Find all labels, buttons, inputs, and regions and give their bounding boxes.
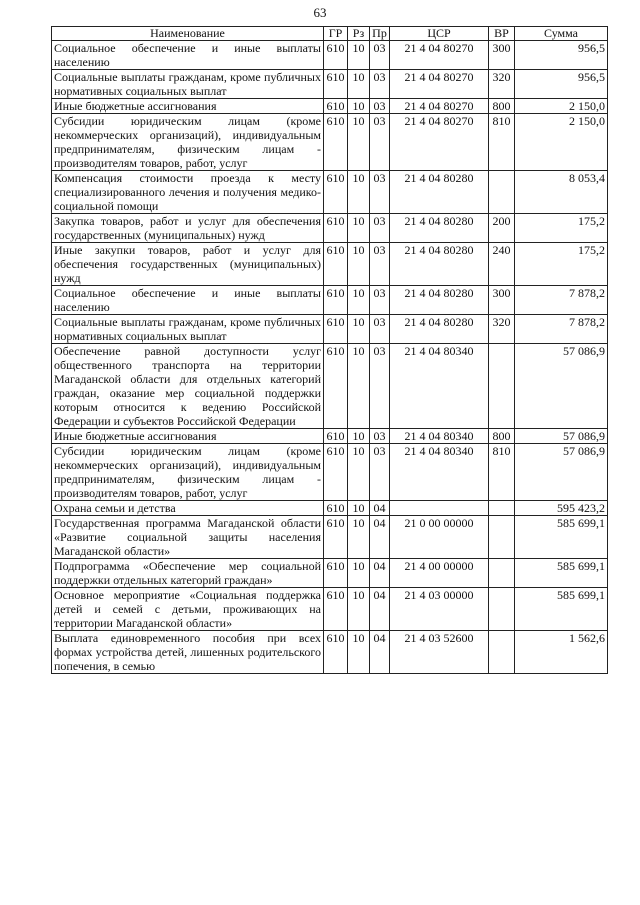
cell-pr: 03	[370, 41, 390, 70]
cell-pr: 03	[370, 286, 390, 315]
cell-name: Иные бюджетные ассигнования	[52, 429, 324, 444]
cell-name: Основное мероприятие «Социальная поддержка детей и семей с детьми, проживающих на территории Магаданской области»	[52, 588, 324, 631]
cell-vr: 200	[489, 214, 515, 243]
cell-csr: 21 4 04 80280	[390, 286, 489, 315]
cell-rz: 10	[348, 171, 370, 214]
cell-gr: 610	[324, 559, 348, 588]
cell-csr: 21 0 00 00000	[390, 516, 489, 559]
cell-rz: 10	[348, 444, 370, 501]
cell-gr: 610	[324, 41, 348, 70]
cell-vr: 810	[489, 114, 515, 171]
cell-rz: 10	[348, 243, 370, 286]
cell-vr: 810	[489, 444, 515, 501]
cell-vr: 300	[489, 286, 515, 315]
cell-gr: 610	[324, 214, 348, 243]
cell-csr: 21 4 04 80270	[390, 70, 489, 99]
cell-pr: 04	[370, 559, 390, 588]
cell-rz: 10	[348, 588, 370, 631]
cell-name: Субсидии юридическим лицам (кроме некоммерческих организаций), индивидуальным предпринимателям, физическим лицам - производителям товаров, работ, услуг	[52, 114, 324, 171]
cell-csr: 21 4 04 80340	[390, 429, 489, 444]
cell-csr: 21 4 04 80270	[390, 114, 489, 171]
header-csr: ЦСР	[390, 27, 489, 41]
table-row	[52, 214, 608, 243]
cell-gr: 610	[324, 516, 348, 559]
cell-vr	[489, 344, 515, 429]
cell-vr: 800	[489, 429, 515, 444]
table-row	[52, 588, 608, 631]
cell-rz: 10	[348, 501, 370, 516]
cell-vr: 800	[489, 99, 515, 114]
cell-sum: 7 878,2	[515, 315, 608, 344]
cell-sum: 595 423,2	[515, 501, 608, 516]
cell-vr: 240	[489, 243, 515, 286]
cell-rz: 10	[348, 516, 370, 559]
cell-sum: 585 699,1	[515, 516, 608, 559]
cell-rz: 10	[348, 286, 370, 315]
cell-gr: 610	[324, 344, 348, 429]
table-row	[52, 41, 608, 70]
table-header-row	[52, 27, 608, 41]
cell-vr	[489, 588, 515, 631]
cell-name: Социальное обеспечение и иные выплаты населению	[52, 41, 324, 70]
cell-gr: 610	[324, 501, 348, 516]
cell-csr	[390, 501, 489, 516]
cell-csr: 21 4 00 00000	[390, 559, 489, 588]
cell-csr: 21 4 04 80280	[390, 171, 489, 214]
cell-name: Иные закупки товаров, работ и услуг для обеспечения государственных (муниципальных) нужд	[52, 243, 324, 286]
cell-vr	[489, 559, 515, 588]
cell-gr: 610	[324, 70, 348, 99]
cell-pr: 03	[370, 444, 390, 501]
budget-table	[51, 26, 608, 674]
header-gr: ГР	[324, 27, 348, 41]
cell-gr: 610	[324, 631, 348, 674]
cell-rz: 10	[348, 70, 370, 99]
table-row	[52, 243, 608, 286]
table-row	[52, 559, 608, 588]
cell-pr: 03	[370, 429, 390, 444]
cell-vr	[489, 516, 515, 559]
cell-csr: 21 4 04 80340	[390, 344, 489, 429]
cell-sum: 585 699,1	[515, 559, 608, 588]
cell-pr: 03	[370, 214, 390, 243]
cell-sum: 585 699,1	[515, 588, 608, 631]
cell-csr: 21 4 04 80270	[390, 99, 489, 114]
cell-gr: 610	[324, 444, 348, 501]
cell-pr: 04	[370, 588, 390, 631]
header-sum: Сумма	[515, 27, 608, 41]
cell-rz: 10	[348, 429, 370, 444]
cell-sum: 8 053,4	[515, 171, 608, 214]
table-row	[52, 171, 608, 214]
cell-rz: 10	[348, 315, 370, 344]
cell-name: Субсидии юридическим лицам (кроме некоммерческих организаций), индивидуальным предпринимателям, физическим лицам - производителям товаров, работ, услуг	[52, 444, 324, 501]
cell-rz: 10	[348, 41, 370, 70]
cell-rz: 10	[348, 114, 370, 171]
cell-vr	[489, 631, 515, 674]
cell-vr: 320	[489, 70, 515, 99]
cell-name: Подпрограмма «Обеспечение мер социальной поддержки отдельных категорий граждан»	[52, 559, 324, 588]
cell-csr: 21 4 04 80280	[390, 214, 489, 243]
table-body	[52, 41, 608, 674]
header-rz: Рз	[348, 27, 370, 41]
table-row	[52, 429, 608, 444]
cell-rz: 10	[348, 344, 370, 429]
header-name: Наименование	[52, 27, 324, 41]
cell-sum: 2 150,0	[515, 114, 608, 171]
cell-gr: 610	[324, 286, 348, 315]
cell-gr: 610	[324, 114, 348, 171]
cell-gr: 610	[324, 99, 348, 114]
cell-sum: 7 878,2	[515, 286, 608, 315]
table-row	[52, 70, 608, 99]
cell-csr: 21 4 03 00000	[390, 588, 489, 631]
cell-name: Государственная программа Магаданской области «Развитие социальной защиты населения Магаданской области»	[52, 516, 324, 559]
cell-pr: 03	[370, 70, 390, 99]
cell-name: Социальные выплаты гражданам, кроме публичных нормативных социальных выплат	[52, 315, 324, 344]
cell-sum: 175,2	[515, 243, 608, 286]
cell-csr: 21 4 03 52600	[390, 631, 489, 674]
table-row	[52, 315, 608, 344]
cell-rz: 10	[348, 631, 370, 674]
cell-name: Закупка товаров, работ и услуг для обеспечения государственных (муниципальных) нужд	[52, 214, 324, 243]
cell-sum: 1 562,6	[515, 631, 608, 674]
table-row	[52, 501, 608, 516]
cell-pr: 03	[370, 243, 390, 286]
table-row	[52, 99, 608, 114]
cell-csr: 21 4 04 80280	[390, 315, 489, 344]
table-row	[52, 344, 608, 429]
table-row	[52, 516, 608, 559]
cell-sum: 57 086,9	[515, 344, 608, 429]
cell-csr: 21 4 04 80340	[390, 444, 489, 501]
cell-csr: 21 4 04 80270	[390, 41, 489, 70]
cell-pr: 04	[370, 516, 390, 559]
cell-sum: 2 150,0	[515, 99, 608, 114]
cell-rz: 10	[348, 214, 370, 243]
cell-name: Иные бюджетные ассигнования	[52, 99, 324, 114]
cell-name: Выплата единовременного пособия при всех формах устройства детей, лишенных родительского попечения, в семью	[52, 631, 324, 674]
cell-gr: 610	[324, 315, 348, 344]
cell-pr: 03	[370, 114, 390, 171]
cell-sum: 956,5	[515, 41, 608, 70]
table-row	[52, 114, 608, 171]
cell-name: Обеспечение равной доступности услуг общественного транспорта на территории Магаданской области для отдельных категорий граждан, оказание мер социальной поддержки которым относится к ведению Российской Федерации и субъектов Российской Федерации	[52, 344, 324, 429]
cell-sum: 57 086,9	[515, 444, 608, 501]
cell-pr: 04	[370, 631, 390, 674]
cell-vr: 320	[489, 315, 515, 344]
cell-sum: 57 086,9	[515, 429, 608, 444]
table-row	[52, 631, 608, 674]
cell-name: Социальное обеспечение и иные выплаты населению	[52, 286, 324, 315]
cell-sum: 956,5	[515, 70, 608, 99]
cell-gr: 610	[324, 243, 348, 286]
cell-name: Охрана семьи и детства	[52, 501, 324, 516]
cell-rz: 10	[348, 99, 370, 114]
cell-pr: 03	[370, 171, 390, 214]
cell-vr	[489, 501, 515, 516]
cell-pr: 03	[370, 315, 390, 344]
header-pr: Пр	[370, 27, 390, 41]
cell-rz: 10	[348, 559, 370, 588]
cell-gr: 610	[324, 588, 348, 631]
cell-pr: 04	[370, 501, 390, 516]
cell-name: Компенсация стоимости проезда к месту специализированного лечения и получения медико-социальной помощи	[52, 171, 324, 214]
cell-gr: 610	[324, 171, 348, 214]
header-vr: ВР	[489, 27, 515, 41]
cell-gr: 610	[324, 429, 348, 444]
cell-name: Социальные выплаты гражданам, кроме публичных нормативных социальных выплат	[52, 70, 324, 99]
cell-pr: 03	[370, 99, 390, 114]
cell-vr	[489, 171, 515, 214]
table-row	[52, 444, 608, 501]
cell-vr: 300	[489, 41, 515, 70]
page-number: 63	[313, 5, 327, 20]
cell-sum: 175,2	[515, 214, 608, 243]
cell-pr: 03	[370, 344, 390, 429]
table-row	[52, 286, 608, 315]
cell-csr: 21 4 04 80280	[390, 243, 489, 286]
